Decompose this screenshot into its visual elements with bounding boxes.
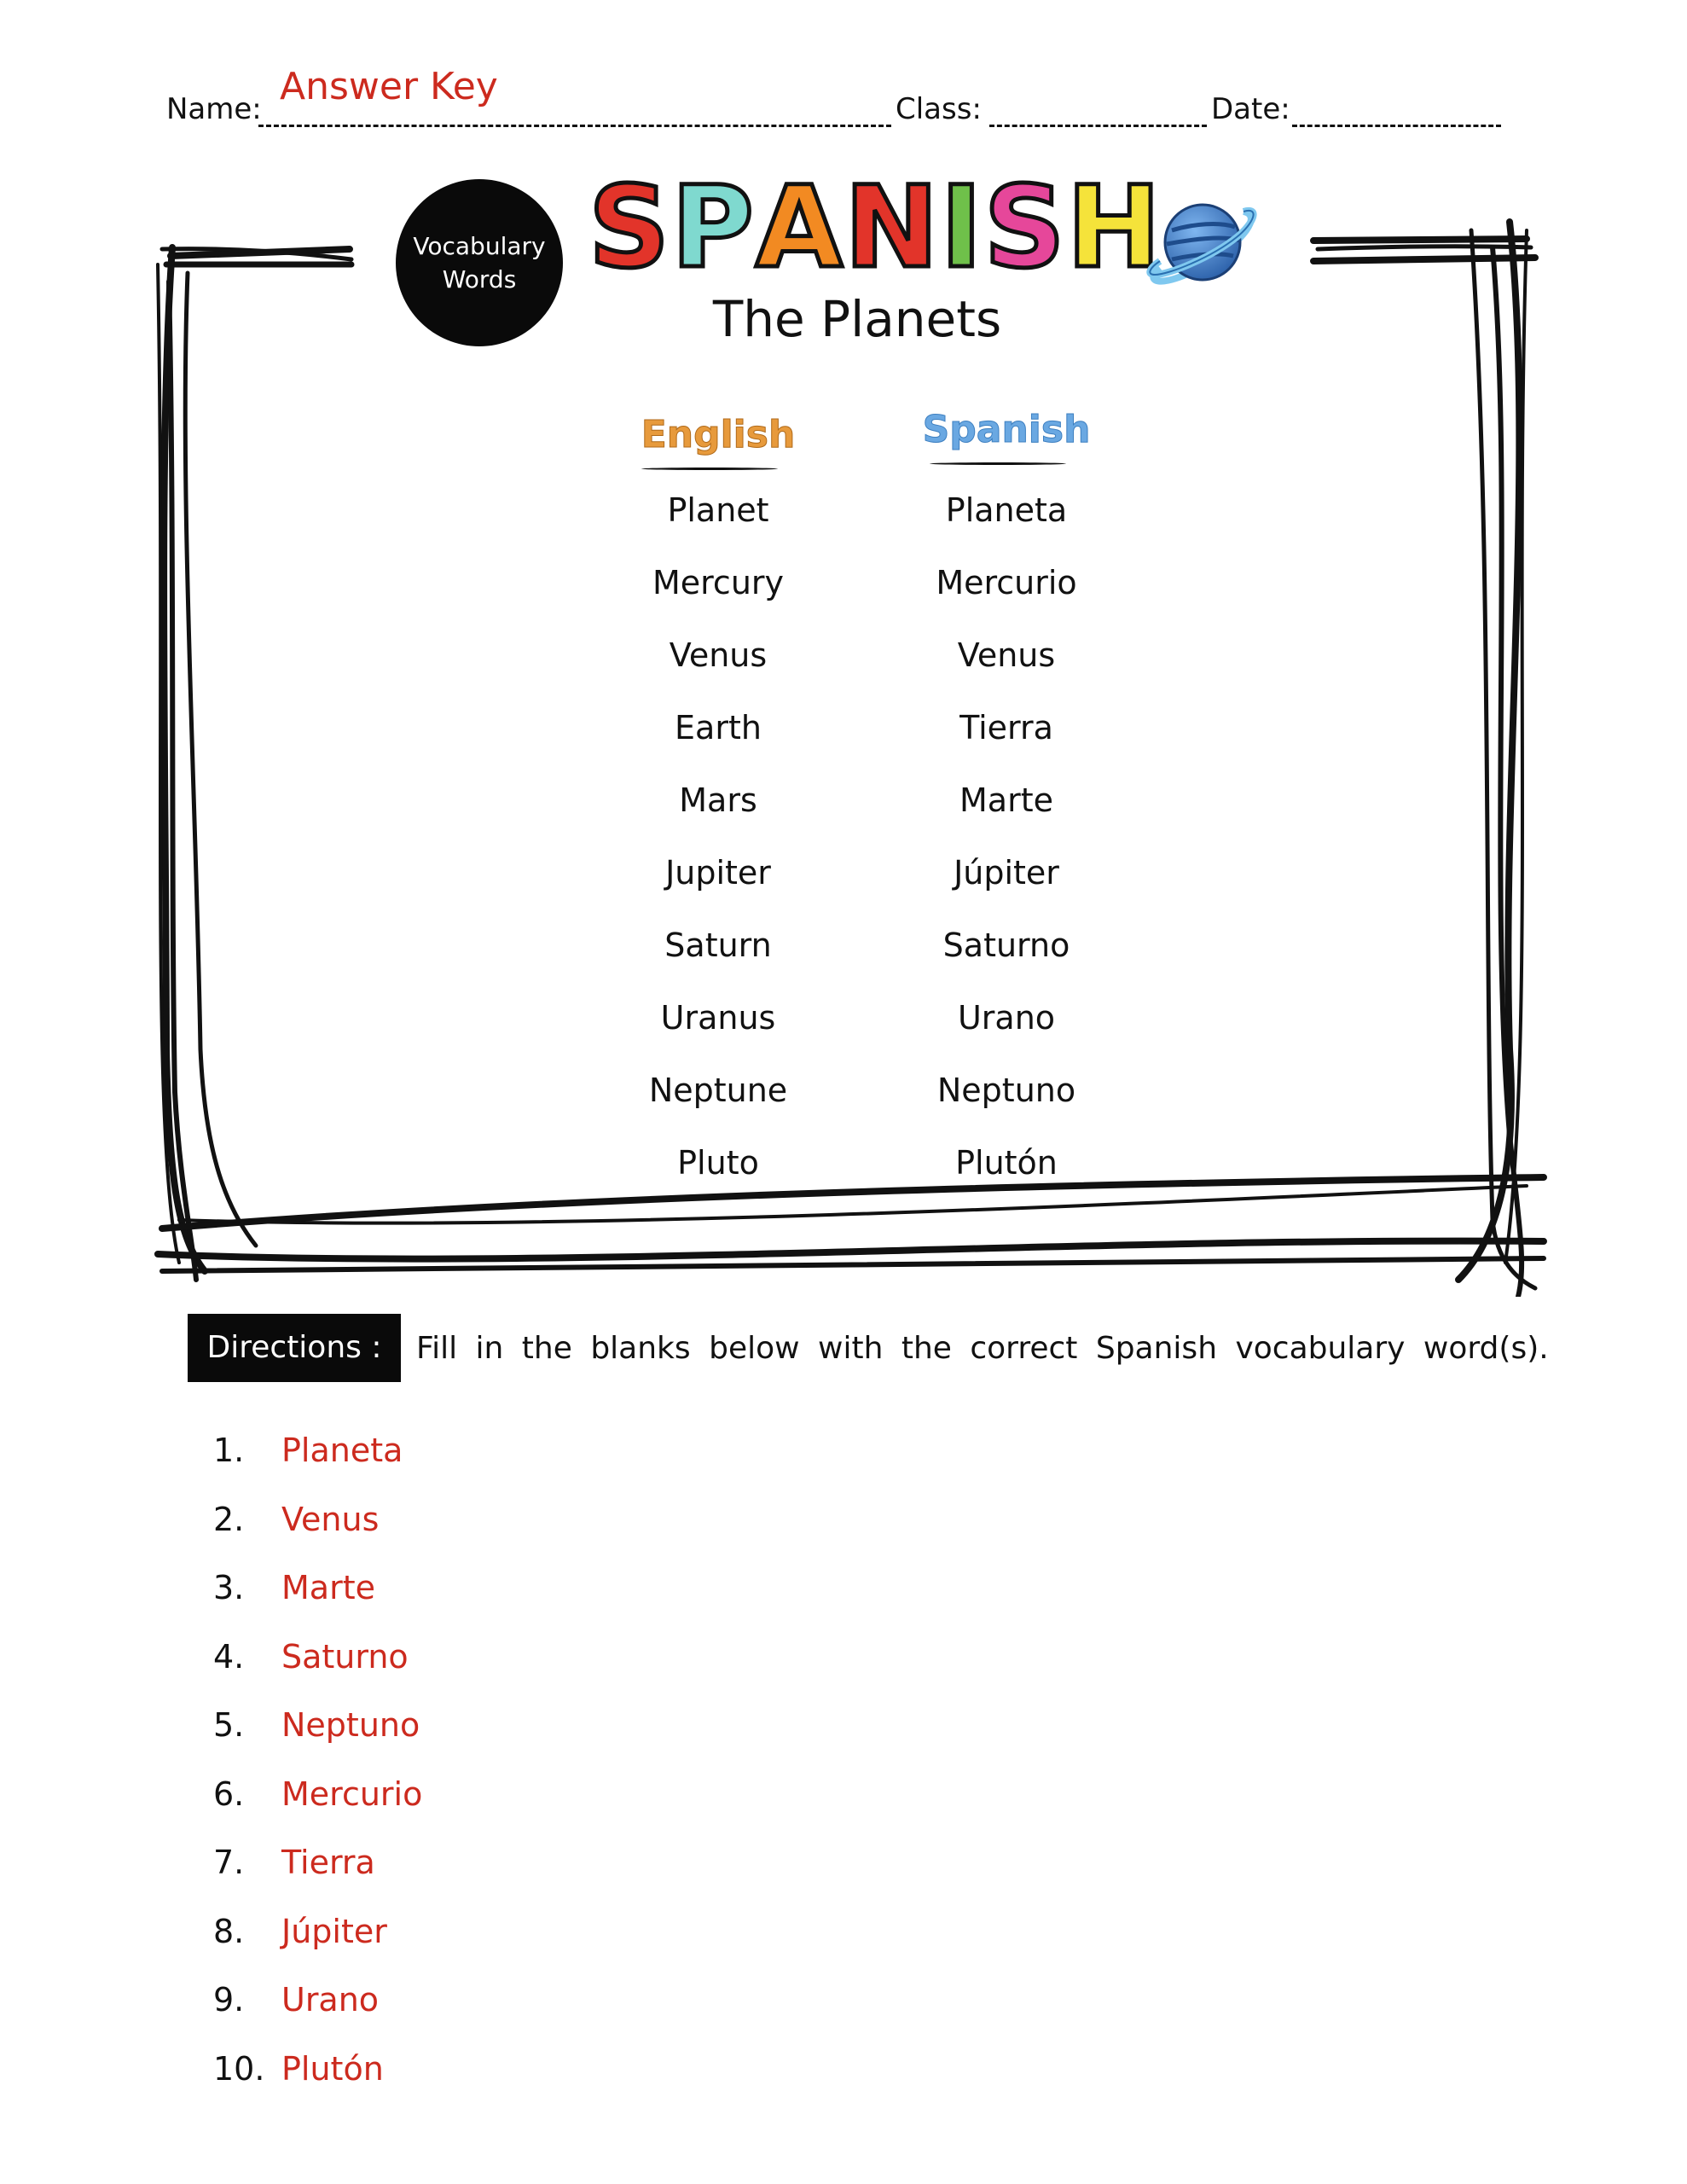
- answer-item: [213, 2035, 422, 2104]
- answer-item: [213, 1760, 422, 1829]
- name-label: Name:: [166, 92, 262, 126]
- answer-value[interactable]: Urano: [281, 1981, 380, 2018]
- english-word: Planet: [667, 491, 769, 529]
- spanish-word: Saturno: [942, 926, 1070, 964]
- sketch-frame: [128, 196, 1569, 1297]
- spanish-column-header: Spanish: [922, 408, 1091, 451]
- title-letter: H: [1066, 162, 1163, 293]
- spanish-word: Urano: [957, 999, 1056, 1037]
- spanish-word: Mercurio: [936, 564, 1077, 601]
- answer-number: 3.: [213, 1569, 245, 1606]
- spanish-word: Marte: [959, 781, 1053, 819]
- answer-value[interactable]: Mercurio: [281, 1774, 423, 1813]
- directions-label: Directions :: [188, 1314, 401, 1382]
- answer-number: 5.: [213, 1706, 245, 1744]
- title-letter: P: [671, 162, 756, 293]
- date-blank[interactable]: [1292, 125, 1501, 127]
- answer-item: [213, 1897, 422, 1966]
- title-letter: A: [755, 162, 844, 293]
- title-letter: S: [588, 162, 672, 293]
- answer-item: [213, 1691, 422, 1760]
- answer-number: 1.: [213, 1432, 245, 1469]
- english-word: Venus: [669, 636, 768, 674]
- spanish-word: Tierra: [959, 709, 1053, 746]
- answer-value[interactable]: Júpiter: [281, 1912, 387, 1950]
- answer-value[interactable]: Plutón: [281, 2049, 384, 2088]
- page-subtitle: The Planets: [712, 290, 1002, 348]
- spanish-word-list: [887, 474, 1126, 1199]
- answer-value[interactable]: Planeta: [281, 1432, 403, 1469]
- planet-icon: [1143, 189, 1262, 292]
- vocabulary-badge: [396, 179, 563, 346]
- answer-number: 4.: [213, 1637, 245, 1676]
- class-blank[interactable]: [989, 125, 1207, 127]
- answer-number: 9.: [213, 1981, 245, 2018]
- name-value: Answer Key: [280, 65, 498, 108]
- spanish-word: Júpiter: [954, 854, 1059, 892]
- answer-value[interactable]: Marte: [281, 1569, 375, 1606]
- class-label: Class:: [896, 92, 982, 126]
- english-word-list: [599, 474, 838, 1199]
- title-letter: N: [844, 162, 941, 293]
- spanish-header-rule: [930, 462, 1066, 465]
- english-word: Uranus: [660, 999, 776, 1037]
- answer-item: [213, 1485, 422, 1554]
- spanish-word: Planeta: [945, 491, 1068, 529]
- answer-number: 8.: [213, 1912, 245, 1950]
- title-letter: S: [983, 162, 1067, 293]
- english-word: Neptune: [648, 1072, 788, 1109]
- answer-value[interactable]: Saturno: [281, 1637, 409, 1676]
- spanish-word: Venus: [957, 636, 1056, 674]
- answer-item: [213, 1416, 422, 1485]
- answer-value[interactable]: Venus: [281, 1500, 380, 1538]
- answer-number: 2.: [213, 1500, 245, 1538]
- answer-number: 7.: [213, 1844, 245, 1881]
- english-header-rule: [641, 468, 778, 470]
- answer-item: [213, 1554, 422, 1623]
- answer-item: [213, 1828, 422, 1897]
- english-word: Pluto: [677, 1144, 759, 1182]
- date-label: Date:: [1211, 92, 1290, 126]
- answer-value[interactable]: Neptuno: [281, 1706, 420, 1744]
- name-blank[interactable]: [258, 125, 891, 127]
- badge-line-1: Vocabulary: [413, 231, 546, 260]
- english-word: Mercury: [652, 564, 785, 601]
- english-word: Saturn: [664, 926, 772, 964]
- title-letter: I: [940, 162, 984, 293]
- spanish-word: Plutón: [955, 1144, 1058, 1182]
- answer-list: [213, 1416, 422, 2103]
- spanish-word: Neptuno: [936, 1072, 1076, 1109]
- english-column-header: English: [641, 413, 796, 456]
- answer-item: [213, 1966, 422, 2035]
- answer-number: 10.: [213, 2049, 265, 2088]
- page-title: [588, 162, 1163, 293]
- answer-number: 6.: [213, 1774, 245, 1813]
- english-word: Jupiter: [665, 854, 771, 892]
- english-word: Earth: [675, 709, 762, 746]
- answer-item: [213, 1623, 422, 1692]
- answer-value[interactable]: Tierra: [281, 1844, 375, 1881]
- english-word: Mars: [679, 781, 757, 819]
- directions-text: Fill in the blanks below with the correct Spanish vocabulary word(s).: [416, 1331, 1549, 1366]
- badge-line-2: Words: [442, 265, 517, 293]
